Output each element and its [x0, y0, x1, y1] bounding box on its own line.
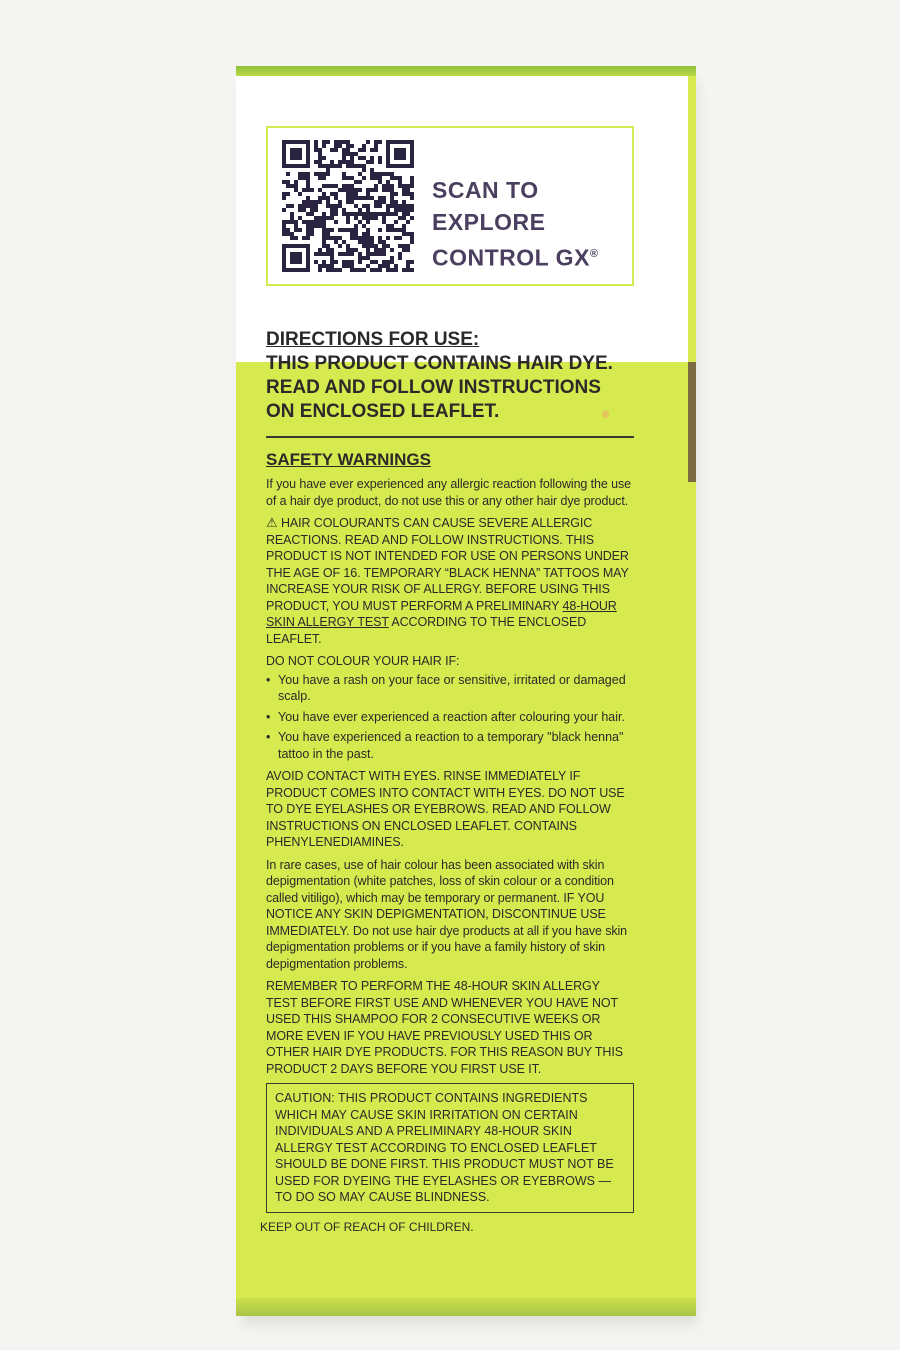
warning-text-b: ACCORDING TO THE ENCLOSED LEAFLET.: [266, 615, 587, 646]
caution-box: CAUTION: THIS PRODUCT CONTAINS INGREDIENTS WHICH MAY CAUSE SKIN IRRITATION ON CERTAIN INDIVIDUALS AND A PRELIMINARY 48-HOUR SKIN ALLERGY TEST ACCORDING TO ENCLOSED LEAFLET SHOULD BE DONE FIRST. THIS PRODUCT MUST NOT BE USED FOR DYEING THE EYELASHES OR EYEBROWS — TO DO SO MAY CAUSE BLINDNESS.: [266, 1083, 634, 1213]
avoid-contact-paragraph: AVOID CONTACT WITH EYES. RINSE IMMEDIATELY IF PRODUCT COMES INTO CONTACT WITH EYES. DO NOT USE TO DYE EYELASHES OR EYEBROWS. READ AND FOLLOW INSTRUCTIONS ON ENCLOSED LEAFLET. CONTAINS PHENYLENEDIAMINES.: [266, 769, 625, 849]
list-item: • You have ever experienced a reaction after colouring your hair.: [266, 709, 634, 726]
scan-line-2: EXPLORE: [432, 209, 546, 235]
directions-title: DIRECTIONS FOR USE:: [266, 329, 480, 350]
qr-code-icon[interactable]: [282, 140, 414, 272]
product-box-side-panel: [236, 66, 696, 1316]
warning-triangle-icon: ⚠: [266, 515, 278, 530]
do-not-colour-title: DO NOT COLOUR YOUR HAIR IF:: [266, 654, 460, 668]
allergy-paragraph: If you have ever experienced any allergic reaction following the use of a hair dye product, do not use this or any other hair dye product.: [266, 477, 631, 508]
text-content: [260, 328, 634, 1235]
list-item: • You have experienced a reaction to a temporary "black henna" tattoo in the past.: [266, 729, 634, 762]
qr-frame: [266, 126, 634, 286]
directions-line-1: THIS PRODUCT CONTAINS HAIR DYE.: [266, 353, 613, 374]
warning-text-a: HAIR COLOURANTS CAN CAUSE SEVERE ALLERGIC REACTIONS. READ AND FOLLOW INSTRUCTIONS. THIS PRODUCT IS NOT INTENDED FOR USE ON PERSONS UNDER THE AGE OF 16. TEMPORARY “BLACK HENNA” TATTOOS MAY INCREASE YOUR RISK OF ALLERGY. BEFORE USING THIS PRODUCT, YOU MUST PERFORM A PRELIMINARY: [266, 516, 629, 613]
skin-test-underlined: 48-HOUR SKIN ALLERGY TEST: [266, 598, 617, 629]
do-not-colour-list: [266, 672, 634, 763]
list-item: • You have a rash on your face or sensitive, irritated or damaged scalp.: [266, 672, 634, 705]
divider: [266, 436, 634, 438]
keep-out-of-reach: KEEP OUT OF REACH OF CHILDREN.: [260, 1219, 474, 1234]
safety-warnings-title: SAFETY WARNINGS: [266, 450, 431, 469]
directions-line-3: ON ENCLOSED LEAFLET.: [266, 401, 500, 422]
qr-panel: [236, 76, 688, 362]
scan-line-3: CONTROL GX®: [432, 244, 599, 271]
side-tab: [688, 362, 696, 482]
depigmentation-paragraph: In rare cases, use of hair colour has been associated with skin depigmentation (white patches, loss of skin colour or a condition called vitiligo), which may be temporary or permanent. IF YOU NOTICE ANY SKIN DEPIGMENTATION, DISCONTINUE USE IMMEDIATELY. Do not use hair dye products at all if you have skin depigmentation problems or if you have a family history of skin depigmentation problems.: [266, 857, 628, 971]
scan-to-explore-text: [432, 174, 622, 274]
scan-line-1: SCAN TO: [432, 177, 539, 203]
directions-line-2: READ AND FOLLOW INSTRUCTIONS: [266, 377, 601, 398]
remember-test-paragraph: REMEMBER TO PERFORM THE 48-HOUR SKIN ALLERGY TEST BEFORE FIRST USE AND WHENEVER YOU HAVE NOT USED THIS SHAMPOO FOR 2 CONSECUTIVE WEEKS OR MORE EVEN IF YOU HAVE PREVIOUSLY USED THIS OR OTHER HAIR DYE PRODUCTS. FOR THIS REASON BUY THIS PRODUCT 2 DAYS BEFORE YOU FIRST USE IT.: [266, 979, 623, 1076]
box-lid-edge: [236, 66, 696, 76]
box-bottom-edge: [236, 1298, 696, 1316]
hair-colourants-warning: [266, 515, 634, 647]
